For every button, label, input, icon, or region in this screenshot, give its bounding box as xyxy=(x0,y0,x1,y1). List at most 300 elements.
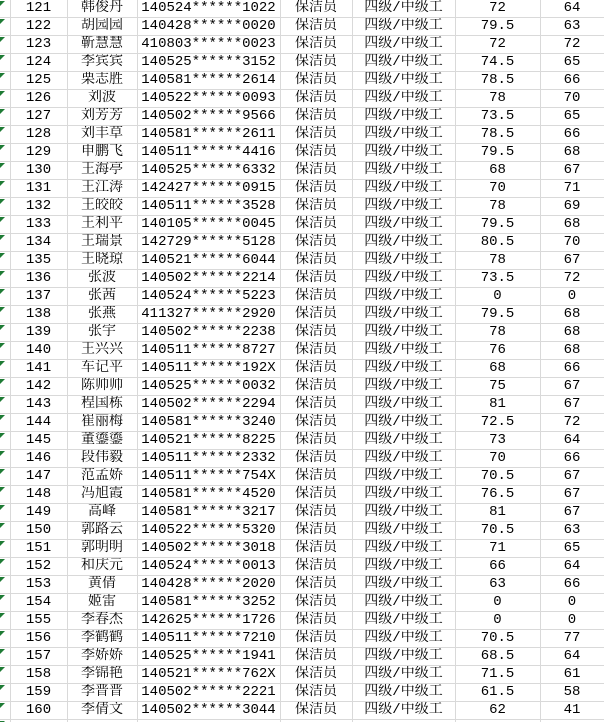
cell-name[interactable]: 李娇娇 xyxy=(67,648,137,666)
cell-score-1[interactable]: 78 xyxy=(455,324,540,342)
cell-skill-level[interactable]: 四级/中级工 xyxy=(352,36,455,54)
cell-job-title[interactable]: 保洁员 xyxy=(280,522,352,540)
cell-job-title[interactable]: 保洁员 xyxy=(280,54,352,72)
cell-skill-level[interactable]: 四级/中级工 xyxy=(352,486,455,504)
cell-id-number[interactable]: 140511******2332 xyxy=(137,450,280,468)
cell-row-number[interactable]: 155 xyxy=(10,612,67,630)
cell-error-marker[interactable] xyxy=(0,612,10,630)
cell-job-title[interactable]: 保洁员 xyxy=(280,576,352,594)
cell-name[interactable]: 姬雷 xyxy=(67,594,137,612)
cell-id-number[interactable]: 140581******4520 xyxy=(137,486,280,504)
cell-name[interactable]: 王利平 xyxy=(67,216,137,234)
cell-score-2[interactable]: 63 xyxy=(540,522,604,540)
cell-id-number[interactable]: 140581******2614 xyxy=(137,72,280,90)
cell-skill-level[interactable]: 四级/中级工 xyxy=(352,450,455,468)
cell-score-1[interactable]: 78.5 xyxy=(455,72,540,90)
cell-name[interactable]: 王瑞景 xyxy=(67,234,137,252)
cell-skill-level[interactable]: 四级/中级工 xyxy=(352,378,455,396)
cell-skill-level[interactable]: 四级/中级工 xyxy=(352,126,455,144)
cell-name[interactable]: 张燕 xyxy=(67,306,137,324)
cell-error-marker[interactable] xyxy=(0,558,10,576)
cell-row-number[interactable]: 128 xyxy=(10,126,67,144)
cell-job-title[interactable]: 保洁员 xyxy=(280,36,352,54)
cell-id-number[interactable]: 410803******0023 xyxy=(137,36,280,54)
cell-skill-level[interactable]: 四级/中级工 xyxy=(352,576,455,594)
cell-job-title[interactable]: 保洁员 xyxy=(280,540,352,558)
cell-row-number[interactable]: 132 xyxy=(10,198,67,216)
cell-score-1[interactable]: 78 xyxy=(455,252,540,270)
cell-job-title[interactable]: 保洁员 xyxy=(280,666,352,684)
cell-error-marker[interactable] xyxy=(0,378,10,396)
cell-job-title[interactable]: 保洁员 xyxy=(280,378,352,396)
cell-name[interactable]: 胡园园 xyxy=(67,18,137,36)
cell-score-1[interactable]: 66 xyxy=(455,558,540,576)
cell-job-title[interactable]: 保洁员 xyxy=(280,342,352,360)
cell-id-number[interactable]: 140522******5320 xyxy=(137,522,280,540)
cell-score-1[interactable]: 70.5 xyxy=(455,630,540,648)
cell-job-title[interactable]: 保洁员 xyxy=(280,486,352,504)
cell-error-marker[interactable] xyxy=(0,162,10,180)
cell-error-marker[interactable] xyxy=(0,54,10,72)
cell-score-1[interactable]: 73.5 xyxy=(455,270,540,288)
cell-row-number[interactable]: 125 xyxy=(10,72,67,90)
cell-id-number[interactable]: 140502******3044 xyxy=(137,702,280,720)
cell-score-2[interactable]: 65 xyxy=(540,54,604,72)
cell-skill-level[interactable]: 四级/中级工 xyxy=(352,72,455,90)
cell-job-title[interactable]: 保洁员 xyxy=(280,450,352,468)
cell-row-number[interactable]: 124 xyxy=(10,54,67,72)
cell-error-marker[interactable] xyxy=(0,234,10,252)
cell-score-1[interactable]: 62 xyxy=(455,702,540,720)
cell-error-marker[interactable] xyxy=(0,72,10,90)
cell-name[interactable]: 刘丰草 xyxy=(67,126,137,144)
cell-row-number[interactable]: 150 xyxy=(10,522,67,540)
cell-row-number[interactable]: 151 xyxy=(10,540,67,558)
cell-score-2[interactable]: 65 xyxy=(540,108,604,126)
cell-job-title[interactable]: 保洁员 xyxy=(280,684,352,702)
cell-name[interactable]: 李锦艳 xyxy=(67,666,137,684)
cell-score-2[interactable]: 0 xyxy=(540,612,604,630)
cell-skill-level[interactable]: 四级/中级工 xyxy=(352,198,455,216)
cell-score-1[interactable]: 78 xyxy=(455,198,540,216)
cell-name[interactable]: 车记平 xyxy=(67,360,137,378)
cell-skill-level[interactable]: 四级/中级工 xyxy=(352,648,455,666)
cell-id-number[interactable]: 140522******0093 xyxy=(137,90,280,108)
cell-name[interactable]: 崔丽梅 xyxy=(67,414,137,432)
cell-error-marker[interactable] xyxy=(0,126,10,144)
cell-skill-level[interactable]: 四级/中级工 xyxy=(352,324,455,342)
cell-score-1[interactable]: 72 xyxy=(455,36,540,54)
cell-error-marker[interactable] xyxy=(0,450,10,468)
cell-name[interactable]: 李晋晋 xyxy=(67,684,137,702)
cell-score-1[interactable] xyxy=(455,720,540,723)
cell-name[interactable]: 董鎏鎏 xyxy=(67,432,137,450)
cell-id-number[interactable]: 140524******5223 xyxy=(137,288,280,306)
cell-error-marker[interactable] xyxy=(0,108,10,126)
cell-error-marker[interactable] xyxy=(0,36,10,54)
cell-skill-level[interactable]: 四级/中级工 xyxy=(352,342,455,360)
cell-skill-level[interactable]: 四级/中级工 xyxy=(352,504,455,522)
cell-score-1[interactable]: 75 xyxy=(455,378,540,396)
cell-score-2[interactable]: 63 xyxy=(540,18,604,36)
cell-row-number[interactable]: 122 xyxy=(10,18,67,36)
cell-id-number[interactable]: 140502******3018 xyxy=(137,540,280,558)
cell-score-1[interactable]: 73.5 xyxy=(455,108,540,126)
cell-row-number[interactable]: 130 xyxy=(10,162,67,180)
cell-id-number[interactable]: 140581******3240 xyxy=(137,414,280,432)
cell-error-marker[interactable] xyxy=(0,270,10,288)
cell-job-title[interactable]: 保洁员 xyxy=(280,648,352,666)
cell-job-title[interactable]: 保洁员 xyxy=(280,468,352,486)
cell-job-title[interactable]: 保洁员 xyxy=(280,594,352,612)
cell-score-2[interactable]: 71 xyxy=(540,180,604,198)
cell-error-marker[interactable] xyxy=(0,432,10,450)
cell-job-title[interactable]: 保洁员 xyxy=(280,558,352,576)
cell-error-marker[interactable] xyxy=(0,360,10,378)
cell-job-title[interactable]: 保洁员 xyxy=(280,270,352,288)
cell-job-title[interactable]: 保洁员 xyxy=(280,432,352,450)
cell-id-number[interactable]: 140502******2221 xyxy=(137,684,280,702)
cell-score-2[interactable]: 61 xyxy=(540,666,604,684)
cell-skill-level[interactable]: 四级/中级工 xyxy=(352,468,455,486)
cell-row-number[interactable]: 149 xyxy=(10,504,67,522)
cell-error-marker[interactable] xyxy=(0,198,10,216)
cell-job-title[interactable]: 保洁员 xyxy=(280,216,352,234)
cell-row-number[interactable]: 156 xyxy=(10,630,67,648)
cell-skill-level[interactable]: 四级/中级工 xyxy=(352,252,455,270)
cell-error-marker[interactable] xyxy=(0,216,10,234)
cell-id-number[interactable]: 140581******2611 xyxy=(137,126,280,144)
cell-row-number[interactable]: 143 xyxy=(10,396,67,414)
cell-skill-level[interactable]: 四级/中级工 xyxy=(352,162,455,180)
cell-score-1[interactable]: 76.5 xyxy=(455,486,540,504)
cell-error-marker[interactable] xyxy=(0,0,10,18)
cell-score-1[interactable]: 72 xyxy=(455,0,540,18)
cell-name[interactable]: 韩俊丹 xyxy=(67,0,137,18)
cell-score-2[interactable]: 67 xyxy=(540,162,604,180)
cell-score-1[interactable]: 78.5 xyxy=(455,126,540,144)
cell-id-number[interactable]: 140428******0020 xyxy=(137,18,280,36)
cell-score-1[interactable]: 68 xyxy=(455,360,540,378)
cell-score-2[interactable] xyxy=(540,720,604,723)
cell-id-number[interactable]: 140105******0045 xyxy=(137,216,280,234)
cell-job-title[interactable]: 保洁员 xyxy=(280,414,352,432)
cell-name[interactable]: 张茜 xyxy=(67,288,137,306)
cell-score-2[interactable]: 72 xyxy=(540,414,604,432)
cell-skill-level[interactable]: 四级/中级工 xyxy=(352,414,455,432)
cell-job-title[interactable]: 保洁员 xyxy=(280,108,352,126)
cell-score-1[interactable]: 68 xyxy=(455,162,540,180)
cell-score-1[interactable]: 74.5 xyxy=(455,54,540,72)
cell-row-number[interactable]: 134 xyxy=(10,234,67,252)
cell-score-1[interactable]: 61.5 xyxy=(455,684,540,702)
cell-score-2[interactable]: 64 xyxy=(540,0,604,18)
cell-skill-level[interactable]: 四级/中级工 xyxy=(352,612,455,630)
cell-error-marker[interactable] xyxy=(0,576,10,594)
cell-job-title[interactable]: 保洁员 xyxy=(280,90,352,108)
cell-score-2[interactable]: 72 xyxy=(540,270,604,288)
cell-score-2[interactable]: 64 xyxy=(540,648,604,666)
cell-error-marker[interactable] xyxy=(0,252,10,270)
cell-score-2[interactable]: 66 xyxy=(540,450,604,468)
cell-id-number[interactable]: 142427******0915 xyxy=(137,180,280,198)
cell-skill-level[interactable]: 四级/中级工 xyxy=(352,432,455,450)
cell-score-1[interactable]: 79.5 xyxy=(455,144,540,162)
cell-job-title[interactable]: 保洁员 xyxy=(280,702,352,720)
cell-id-number[interactable]: 140511******4416 xyxy=(137,144,280,162)
cell-id-number[interactable]: 140521******8225 xyxy=(137,432,280,450)
cell-job-title[interactable]: 保洁员 xyxy=(280,612,352,630)
cell-job-title[interactable]: 保洁员 xyxy=(280,0,352,18)
cell-job-title[interactable]: 保洁员 xyxy=(280,360,352,378)
cell-skill-level[interactable]: 四级/中级工 xyxy=(352,288,455,306)
cell-skill-level[interactable]: 四级/中级工 xyxy=(352,702,455,720)
cell-name[interactable]: 冯旭霞 xyxy=(67,486,137,504)
cell-score-2[interactable]: 68 xyxy=(540,342,604,360)
cell-row-number[interactable] xyxy=(10,720,67,723)
cell-job-title[interactable]: 保洁员 xyxy=(280,306,352,324)
cell-name[interactable]: 郭明明 xyxy=(67,540,137,558)
cell-row-number[interactable]: 158 xyxy=(10,666,67,684)
cell-skill-level[interactable]: 四级/中级工 xyxy=(352,108,455,126)
cell-row-number[interactable]: 127 xyxy=(10,108,67,126)
cell-skill-level[interactable]: 四级/中级工 xyxy=(352,684,455,702)
cell-name[interactable]: 王皎皎 xyxy=(67,198,137,216)
cell-row-number[interactable]: 144 xyxy=(10,414,67,432)
cell-row-number[interactable]: 137 xyxy=(10,288,67,306)
cell-error-marker[interactable] xyxy=(0,522,10,540)
cell-row-number[interactable]: 121 xyxy=(10,0,67,18)
cell-score-2[interactable]: 68 xyxy=(540,216,604,234)
cell-score-1[interactable]: 68.5 xyxy=(455,648,540,666)
cell-name[interactable]: 王晓琼 xyxy=(67,252,137,270)
cell-error-marker[interactable] xyxy=(0,90,10,108)
cell-error-marker[interactable] xyxy=(0,666,10,684)
cell-score-1[interactable]: 70 xyxy=(455,450,540,468)
cell-name[interactable]: 范孟娇 xyxy=(67,468,137,486)
cell-name[interactable]: 王江涛 xyxy=(67,180,137,198)
cell-score-2[interactable]: 66 xyxy=(540,126,604,144)
cell-row-number[interactable]: 129 xyxy=(10,144,67,162)
cell-id-number[interactable]: 140511******192X xyxy=(137,360,280,378)
cell-row-number[interactable]: 154 xyxy=(10,594,67,612)
cell-score-2[interactable]: 41 xyxy=(540,702,604,720)
cell-row-number[interactable]: 153 xyxy=(10,576,67,594)
cell-score-1[interactable]: 0 xyxy=(455,288,540,306)
cell-score-2[interactable]: 67 xyxy=(540,486,604,504)
cell-score-2[interactable]: 69 xyxy=(540,198,604,216)
cell-row-number[interactable]: 160 xyxy=(10,702,67,720)
cell-error-marker[interactable] xyxy=(0,180,10,198)
cell-error-marker[interactable] xyxy=(0,396,10,414)
cell-name[interactable]: 黄倩 xyxy=(67,576,137,594)
cell-job-title[interactable]: 保洁员 xyxy=(280,396,352,414)
cell-score-1[interactable]: 71 xyxy=(455,540,540,558)
cell-score-1[interactable]: 70.5 xyxy=(455,468,540,486)
cell-id-number[interactable]: 140525******0032 xyxy=(137,378,280,396)
cell-row-number[interactable]: 148 xyxy=(10,486,67,504)
cell-row-number[interactable]: 123 xyxy=(10,36,67,54)
cell-row-number[interactable]: 126 xyxy=(10,90,67,108)
cell-id-number[interactable]: 140521******6044 xyxy=(137,252,280,270)
cell-name[interactable] xyxy=(67,720,137,723)
cell-score-1[interactable]: 80.5 xyxy=(455,234,540,252)
cell-score-2[interactable]: 67 xyxy=(540,396,604,414)
cell-error-marker[interactable] xyxy=(0,684,10,702)
cell-score-1[interactable]: 81 xyxy=(455,504,540,522)
cell-id-number[interactable]: 140428******2020 xyxy=(137,576,280,594)
cell-score-1[interactable]: 63 xyxy=(455,576,540,594)
cell-job-title[interactable]: 保洁员 xyxy=(280,162,352,180)
cell-row-number[interactable]: 131 xyxy=(10,180,67,198)
cell-row-number[interactable]: 142 xyxy=(10,378,67,396)
cell-name[interactable]: 程国栋 xyxy=(67,396,137,414)
cell-score-2[interactable]: 66 xyxy=(540,72,604,90)
cell-skill-level[interactable]: 四级/中级工 xyxy=(352,180,455,198)
cell-skill-level[interactable]: 四级/中级工 xyxy=(352,540,455,558)
cell-name[interactable]: 陈帅帅 xyxy=(67,378,137,396)
cell-job-title[interactable]: 保洁员 xyxy=(280,288,352,306)
cell-job-title[interactable]: 保洁员 xyxy=(280,198,352,216)
cell-row-number[interactable]: 138 xyxy=(10,306,67,324)
cell-id-number[interactable]: 140524******1022 xyxy=(137,0,280,18)
cell-error-marker[interactable] xyxy=(0,18,10,36)
cell-name[interactable]: 段伟毅 xyxy=(67,450,137,468)
cell-row-number[interactable]: 152 xyxy=(10,558,67,576)
cell-id-number[interactable]: 140502******2294 xyxy=(137,396,280,414)
cell-id-number[interactable]: 140502******2238 xyxy=(137,324,280,342)
cell-id-number[interactable]: 140511******8727 xyxy=(137,342,280,360)
cell-row-number[interactable]: 141 xyxy=(10,360,67,378)
cell-skill-level[interactable]: 四级/中级工 xyxy=(352,396,455,414)
cell-error-marker[interactable] xyxy=(0,414,10,432)
cell-job-title[interactable]: 保洁员 xyxy=(280,234,352,252)
cell-skill-level[interactable]: 四级/中级工 xyxy=(352,666,455,684)
cell-score-2[interactable]: 70 xyxy=(540,90,604,108)
cell-score-2[interactable]: 66 xyxy=(540,360,604,378)
cell-name[interactable]: 郭路云 xyxy=(67,522,137,540)
cell-score-2[interactable]: 67 xyxy=(540,252,604,270)
cell-id-number[interactable]: 140511******7210 xyxy=(137,630,280,648)
cell-error-marker[interactable] xyxy=(0,342,10,360)
cell-id-number[interactable]: 142625******1726 xyxy=(137,612,280,630)
cell-row-number[interactable]: 145 xyxy=(10,432,67,450)
cell-job-title[interactable]: 保洁员 xyxy=(280,252,352,270)
cell-id-number[interactable]: 140511******754X xyxy=(137,468,280,486)
cell-name[interactable]: 王兴兴 xyxy=(67,342,137,360)
cell-job-title[interactable] xyxy=(280,720,352,723)
cell-score-1[interactable]: 73 xyxy=(455,432,540,450)
cell-score-2[interactable]: 65 xyxy=(540,540,604,558)
cell-score-2[interactable]: 67 xyxy=(540,468,604,486)
cell-error-marker[interactable] xyxy=(0,720,10,723)
cell-name[interactable]: 李春杰 xyxy=(67,612,137,630)
cell-score-2[interactable]: 66 xyxy=(540,576,604,594)
cell-score-2[interactable]: 68 xyxy=(540,144,604,162)
cell-name[interactable]: 刘芳芳 xyxy=(67,108,137,126)
cell-score-2[interactable]: 77 xyxy=(540,630,604,648)
cell-name[interactable]: 申鹏飞 xyxy=(67,144,137,162)
cell-name[interactable]: 李宾宾 xyxy=(67,54,137,72)
cell-skill-level[interactable]: 四级/中级工 xyxy=(352,630,455,648)
cell-error-marker[interactable] xyxy=(0,630,10,648)
cell-row-number[interactable]: 146 xyxy=(10,450,67,468)
cell-error-marker[interactable] xyxy=(0,468,10,486)
cell-skill-level[interactable]: 四级/中级工 xyxy=(352,360,455,378)
cell-score-2[interactable]: 72 xyxy=(540,36,604,54)
cell-id-number[interactable]: 411327******2920 xyxy=(137,306,280,324)
cell-score-1[interactable]: 0 xyxy=(455,594,540,612)
cell-score-2[interactable]: 68 xyxy=(540,306,604,324)
cell-error-marker[interactable] xyxy=(0,486,10,504)
cell-skill-level[interactable]: 四级/中级工 xyxy=(352,216,455,234)
cell-name[interactable]: 王海亭 xyxy=(67,162,137,180)
cell-row-number[interactable]: 133 xyxy=(10,216,67,234)
cell-error-marker[interactable] xyxy=(0,324,10,342)
cell-score-2[interactable]: 64 xyxy=(540,558,604,576)
cell-id-number[interactable] xyxy=(137,720,280,723)
cell-id-number[interactable]: 142729******5128 xyxy=(137,234,280,252)
cell-job-title[interactable]: 保洁员 xyxy=(280,630,352,648)
cell-error-marker[interactable] xyxy=(0,594,10,612)
cell-name[interactable]: 刘波 xyxy=(67,90,137,108)
cell-score-2[interactable]: 58 xyxy=(540,684,604,702)
cell-error-marker[interactable] xyxy=(0,702,10,720)
cell-skill-level[interactable]: 四级/中级工 xyxy=(352,558,455,576)
cell-score-2[interactable]: 67 xyxy=(540,378,604,396)
cell-id-number[interactable]: 140502******2214 xyxy=(137,270,280,288)
cell-score-1[interactable]: 78 xyxy=(455,90,540,108)
cell-job-title[interactable]: 保洁员 xyxy=(280,324,352,342)
cell-skill-level[interactable]: 四级/中级工 xyxy=(352,522,455,540)
cell-skill-level[interactable] xyxy=(352,720,455,723)
cell-row-number[interactable]: 147 xyxy=(10,468,67,486)
cell-score-2[interactable]: 67 xyxy=(540,504,604,522)
cell-skill-level[interactable]: 四级/中级工 xyxy=(352,0,455,18)
cell-skill-level[interactable]: 四级/中级工 xyxy=(352,54,455,72)
cell-score-2[interactable]: 70 xyxy=(540,234,604,252)
cell-score-1[interactable]: 81 xyxy=(455,396,540,414)
cell-name[interactable]: 栗志胜 xyxy=(67,72,137,90)
cell-job-title[interactable]: 保洁员 xyxy=(280,180,352,198)
cell-score-1[interactable]: 76 xyxy=(455,342,540,360)
cell-score-2[interactable]: 68 xyxy=(540,324,604,342)
cell-error-marker[interactable] xyxy=(0,504,10,522)
cell-id-number[interactable]: 140521******762X xyxy=(137,666,280,684)
cell-error-marker[interactable] xyxy=(0,540,10,558)
cell-score-1[interactable]: 79.5 xyxy=(455,18,540,36)
cell-row-number[interactable]: 136 xyxy=(10,270,67,288)
cell-row-number[interactable]: 157 xyxy=(10,648,67,666)
cell-score-2[interactable]: 64 xyxy=(540,432,604,450)
cell-id-number[interactable]: 140525******3152 xyxy=(137,54,280,72)
cell-name[interactable]: 李倩文 xyxy=(67,702,137,720)
cell-score-1[interactable]: 79.5 xyxy=(455,306,540,324)
cell-name[interactable]: 靳慧慧 xyxy=(67,36,137,54)
cell-job-title[interactable]: 保洁员 xyxy=(280,126,352,144)
cell-id-number[interactable]: 140511******3528 xyxy=(137,198,280,216)
cell-score-2[interactable]: 0 xyxy=(540,594,604,612)
cell-job-title[interactable]: 保洁员 xyxy=(280,18,352,36)
cell-name[interactable]: 李鹤鹤 xyxy=(67,630,137,648)
cell-id-number[interactable]: 140524******0013 xyxy=(137,558,280,576)
cell-job-title[interactable]: 保洁员 xyxy=(280,144,352,162)
cell-job-title[interactable]: 保洁员 xyxy=(280,504,352,522)
cell-name[interactable]: 张宇 xyxy=(67,324,137,342)
cell-row-number[interactable]: 140 xyxy=(10,342,67,360)
cell-score-2[interactable]: 0 xyxy=(540,288,604,306)
cell-error-marker[interactable] xyxy=(0,288,10,306)
